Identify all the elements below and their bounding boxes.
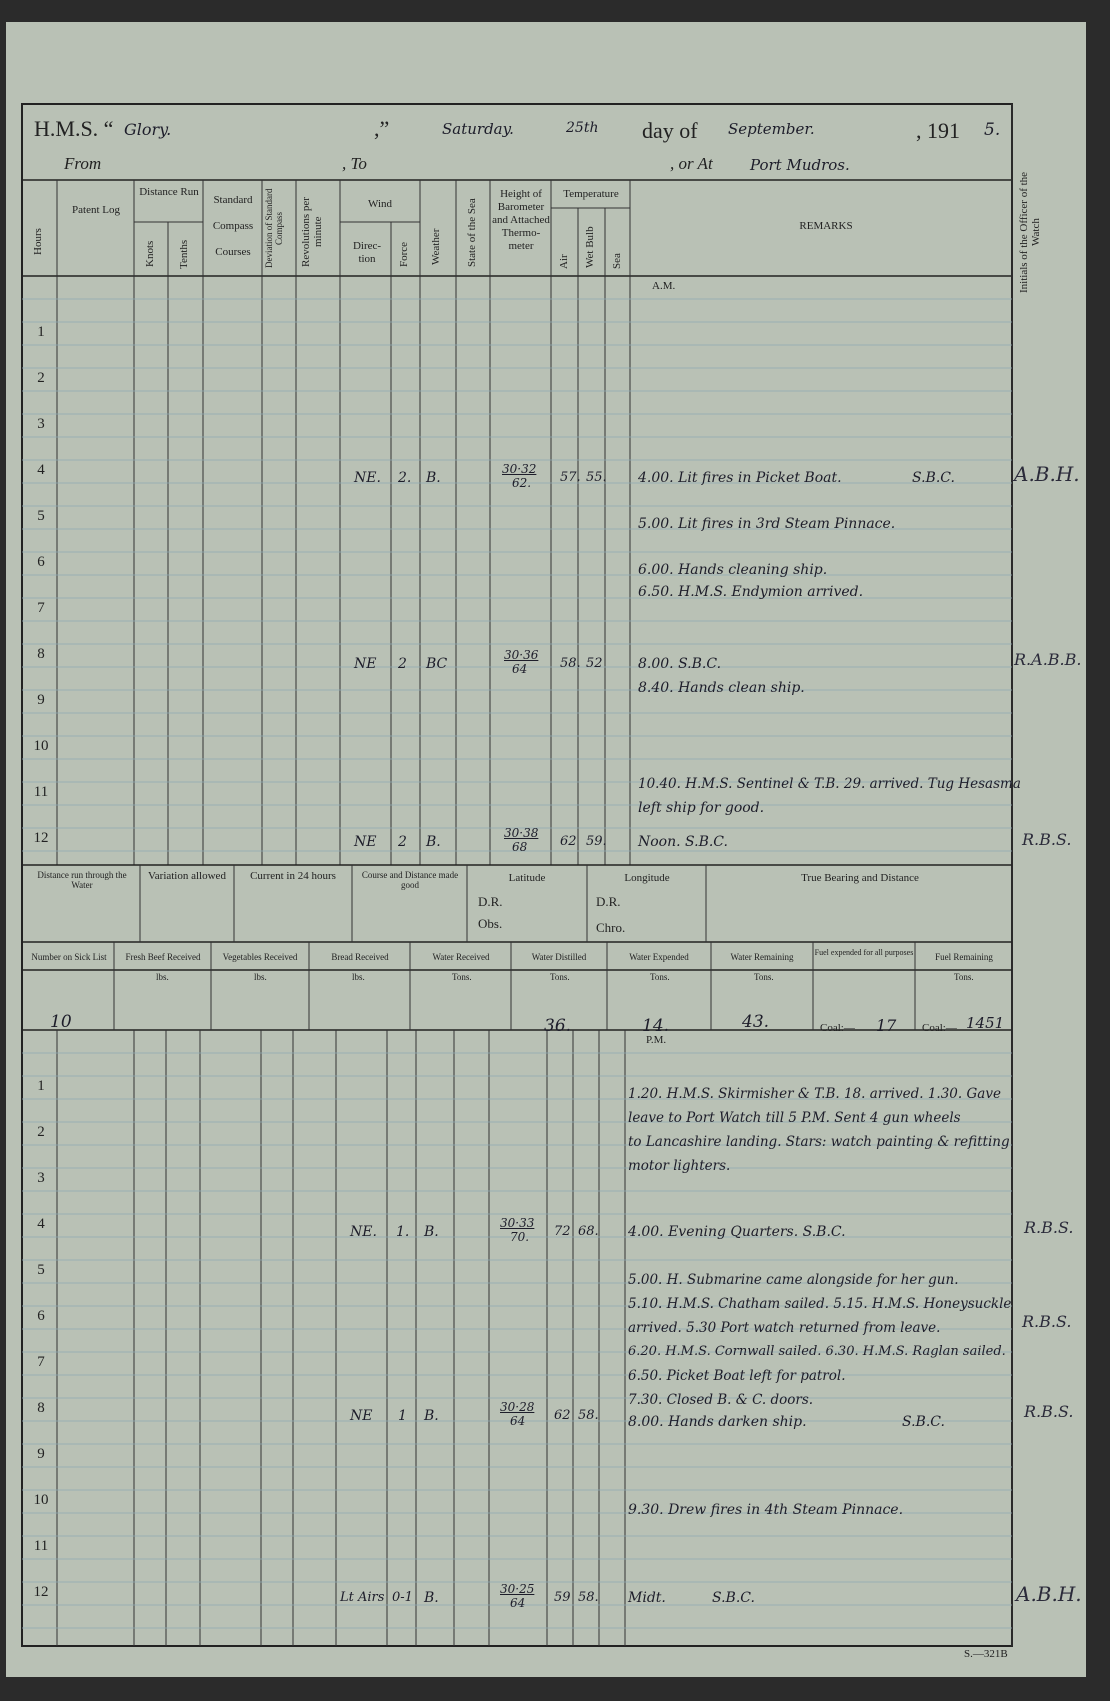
fuel-remaining-unit: Tons. <box>954 972 974 982</box>
thermometer-reading: 64 <box>512 662 528 676</box>
patent-log-header: Patent Log <box>72 204 120 216</box>
remark-line: 5.00. Lit fires in 3rd Steam Pinnace. <box>638 516 896 532</box>
water-expended-label: Water Expended <box>629 952 689 962</box>
variation-label: Variation allowed <box>148 870 226 882</box>
quote-close: ,” <box>374 116 390 141</box>
fuel-expended-coal-value: 17 <box>876 1016 897 1035</box>
am-hour: 11 <box>33 784 49 800</box>
water-expended-value: 14. <box>642 1016 670 1036</box>
remark-line: motor lighters. <box>628 1158 731 1174</box>
water-received-unit: Tons. <box>452 972 472 982</box>
water-remaining-unit: Tons. <box>754 972 774 982</box>
longitude-label: Longitude <box>624 872 670 884</box>
weather-code: B. <box>426 470 441 486</box>
wind-direction: NE. <box>350 1224 377 1240</box>
am-hour: 8 <box>37 646 45 662</box>
wind-direction: NE <box>354 834 377 850</box>
remark-line: 10.40. H.M.S. Sentinel & T.B. 29. arrived. Tug Hesasma <box>638 776 1021 792</box>
water-remaining-label: Water Remaining <box>730 952 794 962</box>
longitude-chro-label: Chro. <box>596 920 626 935</box>
weather-header: Weather <box>430 228 442 266</box>
thermometer-reading: 64 <box>510 1414 526 1428</box>
current-label: Current in 24 hours <box>250 870 336 882</box>
wet-bulb-header: Wet Bulb <box>584 226 596 268</box>
water-distilled-label: Water Distilled <box>531 952 587 962</box>
wet-bulb-temp: 58. <box>578 1590 599 1605</box>
fresh-beef-label: Fresh Beef Received <box>125 952 201 962</box>
pm-hour: 10 <box>33 1492 49 1508</box>
officer-initials: R.A.B.B. <box>1014 650 1082 669</box>
latitude-obs-label: Obs. <box>478 916 503 931</box>
pm-hour: 4 <box>37 1216 45 1232</box>
year-prefix: , 191 <box>916 118 960 143</box>
water-expended-unit: Tons. <box>650 972 670 982</box>
deviation-header: Deviation of Standard Compass <box>264 188 284 268</box>
pm-hour: 12 <box>33 1584 49 1600</box>
air-temp: 72 <box>554 1224 571 1239</box>
wet-bulb-temp: 55. <box>586 470 607 485</box>
air-temp: 62 <box>554 1408 571 1423</box>
tenths-header: Tenths <box>178 239 190 269</box>
officer-initials: A.B.H. <box>1014 462 1080 486</box>
wind-force: 0-1 <box>392 1590 413 1605</box>
thermometer-reading: 64 <box>510 1596 526 1610</box>
am-hour: 4 <box>37 462 45 478</box>
year-suffix: 5. <box>984 120 1001 140</box>
officer-initials: R.B.S. <box>1022 1312 1072 1331</box>
weather-code: B. <box>424 1408 439 1424</box>
remark-line: 5.00. H. Submarine came alongside for her gun. <box>628 1272 959 1288</box>
remark-line: S.B.C. <box>912 470 955 486</box>
bread-unit: lbs. <box>352 972 365 982</box>
wind-force: 1. <box>396 1224 410 1240</box>
ship-prefix: H.M.S. “ <box>34 116 114 141</box>
remark-line: Noon. S.B.C. <box>638 834 728 850</box>
am-hour: 3 <box>37 416 45 432</box>
remark-line: 8.00. Hands darken ship. <box>628 1414 807 1430</box>
remark-line: to Lancashire landing. Stars: watch painting & refitting <box>628 1134 1010 1150</box>
water-remaining-value: 43. <box>742 1012 770 1032</box>
beef-unit: lbs. <box>156 972 169 982</box>
wind-force: 1 <box>398 1408 407 1424</box>
remark-line: 8.40. Hands clean ship. <box>638 680 805 696</box>
air-header: Air <box>558 254 570 270</box>
force-header: Force <box>398 241 410 267</box>
remark-line: 9.30. Drew fires in 4th Steam Pinnace. <box>628 1502 904 1518</box>
remark-line: 6.20. H.M.S. Cornwall sailed. 6.30. H.M.S. Raglan sailed. <box>628 1344 1006 1359</box>
date-number: 25th <box>566 120 599 136</box>
wind-direction: Lt Airs <box>340 1590 385 1605</box>
barometer-reading: 30·28 <box>500 1400 535 1414</box>
hours-header: Hours <box>32 228 44 256</box>
wind-force: 2 <box>398 834 407 850</box>
day-of-label: day of <box>642 118 698 143</box>
barometer-reading: 30·38 <box>504 826 539 840</box>
initials-header: Initials of the Officer of the Watch <box>1018 171 1042 293</box>
sea-header: Sea <box>611 253 623 269</box>
barometer-header: Height of Barometer and Attached Thermo- meter <box>492 188 550 252</box>
remark-line: 6.50. H.M.S. Endymion arrived. <box>638 584 864 600</box>
vegetables-label: Vegetables Received <box>222 952 298 962</box>
ship-name: Glory. <box>124 120 172 139</box>
officer-initials: R.B.S. <box>1022 830 1072 849</box>
remark-line: left ship for good. <box>638 800 765 816</box>
officer-initials: A.B.H. <box>1016 1582 1082 1606</box>
pm-hour: 2 <box>37 1124 45 1140</box>
knots-header: Knots <box>144 240 156 268</box>
thermometer-reading: 68 <box>512 840 528 854</box>
revolutions-header: Revolutions per minute <box>300 197 324 267</box>
wind-force: 2. <box>398 470 412 486</box>
pm-hour: 1 <box>37 1078 45 1094</box>
weather-code: B. <box>424 1224 439 1240</box>
weather-code: BC <box>426 656 448 672</box>
remark-line: leave to Port Watch till 5 P.M. Sent 4 gun wheels <box>628 1110 961 1126</box>
water-distilled-value: 36. <box>544 1016 572 1036</box>
remark-line: S.B.C. <box>712 1590 755 1606</box>
true-bearing-label: True Bearing and Distance <box>801 872 919 884</box>
weather-code: B. <box>426 834 441 850</box>
remark-line: 1.20. H.M.S. Skirmisher & T.B. 18. arrived. 1.30. Gave <box>628 1086 1001 1102</box>
pm-hour: 5 <box>37 1262 45 1278</box>
courses-header: Courses <box>215 246 251 258</box>
air-temp: 62 <box>560 834 577 849</box>
month: September. <box>728 120 815 138</box>
wind-direction: NE <box>350 1408 373 1424</box>
remark-line: arrived. 5.30 Port watch returned from leave. <box>628 1320 941 1336</box>
remark-line: 5.10. H.M.S. Chatham sailed. 5.15. H.M.S. Honeysuckle <box>628 1296 1012 1312</box>
remark-line: 8.00. S.B.C. <box>638 656 722 672</box>
remark-line: 6.50. Picket Boat left for patrol. <box>628 1368 846 1384</box>
am-hour: 5 <box>37 508 45 524</box>
course-distance-label: Course and Distance made good <box>361 870 459 890</box>
am-label: A.M. <box>652 280 676 292</box>
pm-hour: 8 <box>37 1400 45 1416</box>
standard-header: Standard <box>213 194 253 206</box>
barometer-reading: 30·25 <box>500 1582 535 1596</box>
am-hour: 12 <box>33 830 49 846</box>
direction-header: Direc- tion <box>352 240 382 265</box>
compass-header: Compass <box>212 220 254 232</box>
longitude-dr-label: D.R. <box>596 894 621 909</box>
officer-initials: R.B.S. <box>1024 1402 1074 1421</box>
barometer-reading: 30·36 <box>504 648 539 662</box>
fuel-remaining-label: Fuel Remaining <box>935 952 993 962</box>
fuel-expended-label: Fuel expended for all purposes <box>814 948 914 957</box>
remark-line: 7.30. Closed B. & C. doors. <box>628 1392 814 1408</box>
am-hour: 7 <box>37 600 45 616</box>
pm-hour: 3 <box>37 1170 45 1186</box>
wet-bulb-temp: 58. <box>578 1408 599 1423</box>
distance-run-water-label: Distance run through the Water <box>37 870 127 890</box>
pm-hour: 11 <box>33 1538 49 1554</box>
from-label: From <box>64 154 102 173</box>
distance-run-header: Distance Run <box>139 186 199 198</box>
wind-direction: NE. <box>354 470 381 486</box>
barometer-reading: 30·32 <box>502 462 537 476</box>
remark-line: 6.00. Hands cleaning ship. <box>638 562 828 578</box>
bread-label: Bread Received <box>331 952 389 962</box>
fuel-remaining-coal-value: 1451 <box>966 1014 1005 1032</box>
remarks-header: REMARKS <box>799 220 853 232</box>
vegetables-unit: lbs. <box>254 972 267 982</box>
latitude-label: Latitude <box>508 872 546 884</box>
am-hour: 2 <box>37 370 45 386</box>
log-page <box>6 22 1086 1677</box>
remark-line: 4.00. Lit fires in Picket Boat. <box>638 470 842 486</box>
am-hour: 9 <box>37 692 45 708</box>
air-temp: 57. <box>560 470 581 485</box>
water-distilled-unit: Tons. <box>550 972 570 982</box>
state-of-sea-header: State of the Sea <box>466 198 478 268</box>
pm-hour: 9 <box>37 1446 45 1462</box>
remark-line: S.B.C. <box>902 1414 945 1430</box>
location: Port Mudros. <box>750 156 850 174</box>
am-hour: 1 <box>37 324 45 340</box>
pm-hour: 7 <box>37 1354 45 1370</box>
am-hour: 10 <box>33 738 49 754</box>
weather-code: B. <box>424 1590 439 1606</box>
fuel-expended-coal-label: Coal:— <box>820 1022 855 1034</box>
thermometer-reading: 62. <box>512 476 532 490</box>
air-temp: 59 <box>554 1590 571 1605</box>
fuel-remaining-coal-label: Coal:— <box>922 1022 957 1034</box>
wet-bulb-temp: 68. <box>578 1224 599 1239</box>
wind-direction: NE <box>354 656 377 672</box>
air-temp: 58. <box>560 656 581 671</box>
temperature-header: Temperature <box>563 188 619 200</box>
barometer-reading: 30·33 <box>500 1216 535 1230</box>
am-hour: 6 <box>37 554 45 570</box>
wet-bulb-temp: 59. <box>586 834 607 849</box>
pm-hour: 6 <box>37 1308 45 1324</box>
sick-list-label: Number on Sick List <box>31 952 107 962</box>
form-number: S.—321B <box>964 1648 1008 1660</box>
wind-force: 2 <box>398 656 407 672</box>
wind-header: Wind <box>368 198 392 210</box>
to-label: , To <box>342 154 367 173</box>
officer-initials: R.B.S. <box>1024 1218 1074 1237</box>
water-received-label: Water Received <box>432 952 490 962</box>
sick-list-value: 10 <box>50 1012 72 1032</box>
pm-label: P.M. <box>646 1034 667 1046</box>
remark-line: 4.00. Evening Quarters. S.B.C. <box>628 1224 846 1240</box>
thermometer-reading: 70. <box>510 1230 530 1244</box>
latitude-dr-label: D.R. <box>478 894 503 909</box>
remark-line: Midt. <box>628 1590 666 1606</box>
or-at-label: , or At <box>670 154 713 173</box>
weekday: Saturday. <box>442 120 514 138</box>
wet-bulb-temp: 52 <box>586 656 603 671</box>
